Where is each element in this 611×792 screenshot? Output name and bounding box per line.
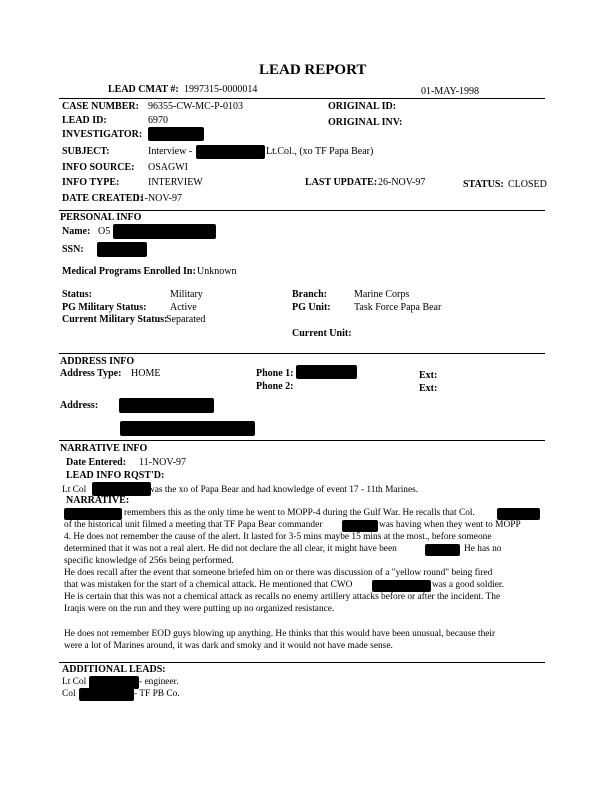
redaction-narr-3 (342, 520, 378, 532)
narrative-line-10: He does not remember EOD guys blowing up anything. He thinks that this would have been unusual, because their (64, 629, 496, 639)
phone2-label: Phone 2: (256, 381, 294, 392)
original-inv-label: ORIGINAL INV: (328, 117, 403, 128)
address-info-heading: ADDRESS INFO (60, 356, 135, 367)
military-status-value: Military (170, 289, 203, 300)
redaction-narr-5 (372, 580, 431, 592)
rqst-suffix: was the xo of Papa Bear and had knowledge of event 17 - 11th Marines. (148, 485, 419, 495)
pg-unit-value: Task Force Papa Bear (354, 302, 442, 313)
info-type-value: INTERVIEW (148, 177, 203, 188)
info-source-value: OSAGWI (148, 162, 188, 173)
narrative-line-11: were a lot of Marines around, it was dark and smoky and it would not have made sense. (64, 641, 393, 651)
status-label: STATUS: (463, 179, 504, 190)
narrative-line-2a: of the historical unit filmed a meeting that TF Papa Bear commander (64, 520, 323, 530)
narrative-line-1: remembers this as the only time he went to MOPP-4 during the Gulf War. He recalls that Col. (124, 508, 475, 518)
case-number-label: CASE NUMBER: (62, 101, 139, 112)
report-date: 01-MAY-1998 (421, 86, 479, 97)
divider-narrative (59, 440, 545, 441)
case-number-value: 96355-CW-MC-P-0103 (148, 101, 243, 112)
narrative-line-7a: that was mistaken for the start of a chemical attack. He mentioned that CWO (64, 580, 353, 590)
ext1-label: Ext: (419, 370, 438, 381)
narrative-line-9: Iraqis were on the run and they were putting up no organized resistance. (64, 604, 335, 614)
lead-id-label: LEAD ID: (62, 115, 107, 126)
date-entered-value: 11-NOV-97 (139, 457, 187, 468)
narrative-line-4b: He has no (464, 544, 502, 554)
narrative-label: NARRATIVE: (66, 495, 130, 506)
medical-programs-label: Medical Programs Enrolled In: (62, 266, 196, 277)
rqst-prefix: Lt Col (62, 485, 87, 495)
redaction-narr-1 (64, 508, 122, 520)
redaction-narr-4 (425, 544, 460, 556)
info-type-label: INFO TYPE: (62, 177, 120, 188)
name-value: O5 (98, 226, 111, 237)
divider-personal (59, 210, 545, 211)
page-title: LEAD REPORT (259, 62, 367, 78)
redaction-narr-2 (497, 508, 540, 520)
narrative-line-7b: was a good soldier. (432, 580, 504, 590)
address-type-value: HOME (131, 368, 161, 379)
branch-label: Branch: (292, 289, 327, 300)
pg-unit-label: PG Unit: (292, 302, 331, 313)
lead-cmat-label: LEAD CMAT #: (108, 84, 179, 95)
address-type-label: Address Type: (60, 368, 122, 379)
status-value: CLOSED (508, 179, 547, 190)
divider-top (59, 98, 545, 99)
last-update-label: LAST UPDATE: (305, 177, 378, 188)
additional-lead-1-prefix: Lt Col (62, 677, 87, 687)
lead-cmat-value: 1997315-0000014 (184, 84, 258, 95)
additional-lead-1-suffix: - engineer. (139, 677, 179, 687)
date-entered-label: Date Entered: (66, 457, 127, 468)
lead-id-value: 6970 (148, 115, 168, 126)
redaction-ssn (97, 242, 147, 257)
additional-leads-heading: ADDITIONAL LEADS: (62, 664, 166, 675)
narrative-line-5: specific knowledge of 256s being performed. (64, 556, 234, 566)
address-label: Address: (60, 400, 99, 411)
redaction-name (113, 224, 216, 239)
personal-info-heading: PERSONAL INFO (60, 212, 142, 223)
military-status-label: Status: (62, 289, 93, 300)
additional-lead-2-suffix: - TF PB Co. (134, 689, 180, 699)
redaction-address-line1 (119, 398, 214, 413)
last-update-value: 26-NOV-97 (378, 177, 426, 188)
redaction-rqst-name (92, 482, 151, 496)
original-id-label: ORIGINAL ID: (328, 101, 397, 112)
narrative-line-2b: was having when they went to MOPP (379, 520, 521, 530)
ext2-label: Ext: (419, 383, 438, 394)
narrative-line-6: He does recall after the event that someone briefed him on or there was discussion of a "yellow round" being fired (64, 568, 493, 578)
current-status-value: Separated (166, 314, 206, 325)
date-created-label: DATE CREATED: (62, 193, 144, 204)
narrative-line-8: He is certain that this was not a chemical attack as recalls no enemy artillery attacks before or after the incident. The (64, 592, 501, 602)
subject-prefix: Interview - (148, 146, 193, 157)
phone1-label: Phone 1: (256, 368, 294, 379)
ssn-label: SSN: (62, 244, 84, 255)
narrative-info-heading: NARRATIVE INFO (60, 443, 148, 454)
redaction-address-line2 (120, 421, 255, 436)
narrative-line-4a: determined that it was not a real alert. He did not declare the all clear, it might have been (64, 544, 397, 554)
subject-label: SUBJECT: (62, 146, 110, 157)
narrative-line-3: 4. He does not remember the cause of the alert. It lasted for 3-5 mins maybe 15 mins at the most., before someone (64, 532, 492, 542)
branch-value: Marine Corps (354, 289, 410, 300)
divider-additional (59, 662, 545, 663)
pg-status-value: Active (170, 302, 197, 313)
subject-suffix: Lt.Col., (xo TF Papa Bear) (266, 146, 374, 157)
current-unit-label: Current Unit: (292, 328, 352, 339)
pg-status-label: PG Military Status: (62, 302, 147, 313)
investigator-label: INVESTIGATOR: (62, 129, 143, 140)
redaction-additional-2 (79, 688, 134, 701)
redaction-subject (196, 145, 265, 159)
current-status-label: Current Military Status: (62, 314, 168, 325)
name-label: Name: (62, 226, 91, 237)
medical-programs-value: Unknown (197, 266, 237, 277)
divider-address (59, 353, 545, 354)
info-source-label: INFO SOURCE: (62, 162, 135, 173)
redaction-phone1 (296, 365, 357, 379)
lead-info-label: LEAD INFO RQST'D: (66, 470, 165, 481)
date-created-value: 11-NOV-97 (135, 193, 183, 204)
additional-lead-2-prefix: Col (62, 689, 76, 699)
redaction-investigator (148, 127, 204, 141)
